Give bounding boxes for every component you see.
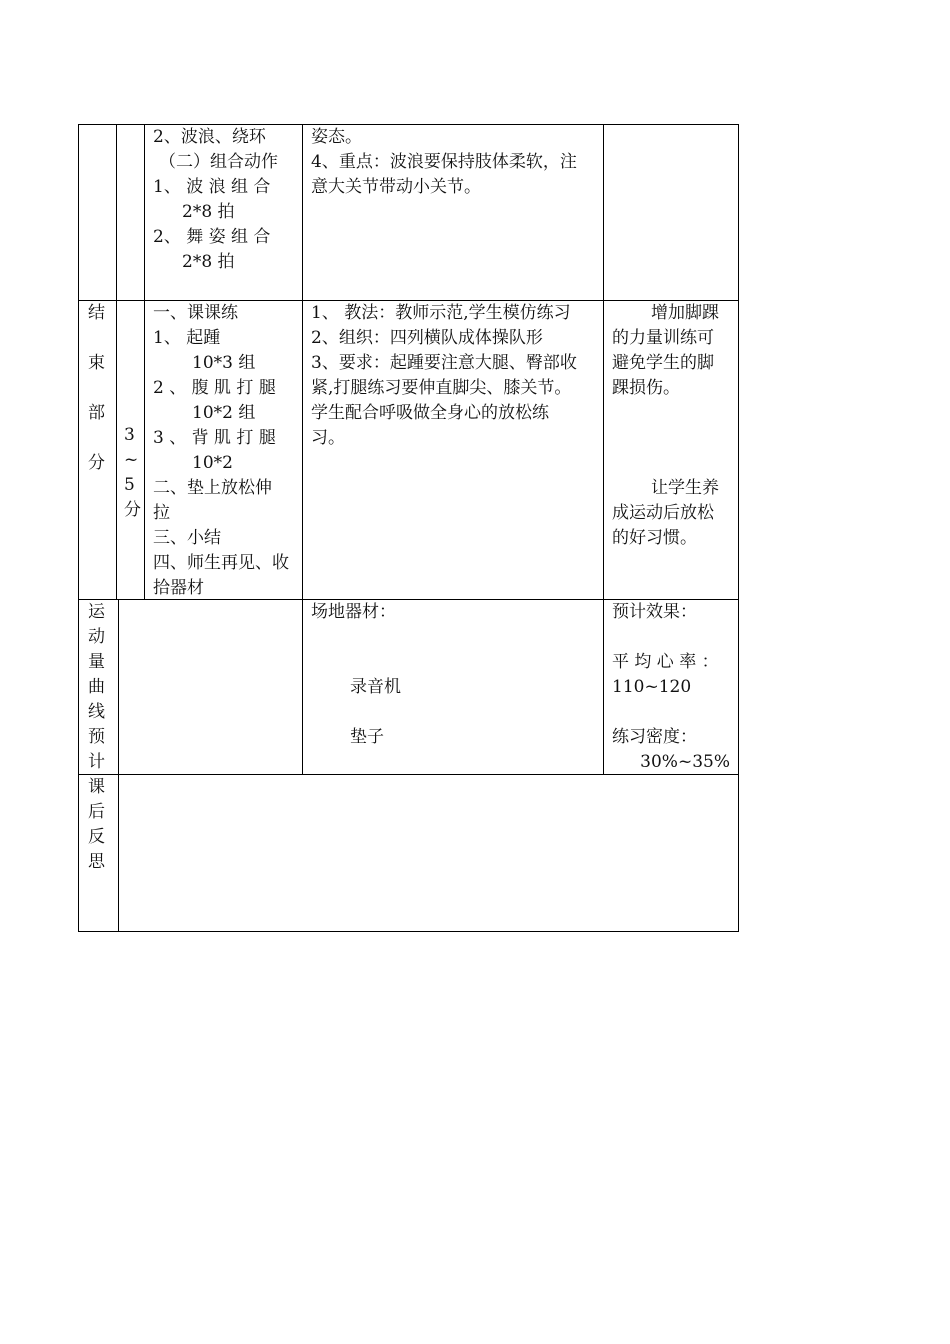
section-char: 分 [88,453,105,473]
equipment-item: 录音机 [350,677,401,697]
content-line: 四、师生再见、收 [153,553,289,573]
notes-line: 成运动后放松 [612,503,714,523]
row1-notes-cell [603,124,739,300]
label-char: 反 [88,827,105,847]
row4-label-cell [78,774,118,932]
label-char: 量 [88,652,105,672]
content-line: 10*2 组 [192,403,256,423]
content-line: 1、 起踵 [153,328,221,348]
label-char: 动 [88,627,105,647]
row1-section-cell [78,124,116,300]
method-line: 意大关节带动小关节。 [311,177,481,197]
content-line: 三、小结 [153,528,221,548]
row2-time-cell [116,300,144,599]
section-char: 结 [88,303,105,323]
row2-notes-cell [603,300,739,599]
row3-curve-cell [118,599,302,774]
row4-reflection-cell [118,774,739,932]
density-value: 30%~35% [640,752,730,772]
notes-line: 的好习惯。 [612,528,697,548]
label-char: 后 [88,802,105,822]
section-char: 部 [88,403,105,423]
notes-line: 增加脚踝 [651,303,719,323]
method-line: 3、要求：起踵要注意大腿、臀部收 [311,353,577,373]
method-line: 4、重点：波浪要保持肢体柔软，注 [311,152,577,172]
method-line: 1、 教法：教师示范,学生模仿练习 [311,303,571,323]
method-line: 2、组织：四列横队成体操队形 [311,328,543,348]
section-char: 束 [88,353,105,373]
content-line: 二、垫上放松伸 [153,478,272,498]
label-char: 课 [88,777,105,797]
row3-effect-cell [603,599,739,774]
row3-label-cell [78,599,118,774]
effect-label: 预计效果： [612,602,697,622]
label-char: 计 [88,752,105,772]
label-char: 预 [88,727,105,747]
row1-method-cell [302,124,603,300]
content-line: 2*8 拍 [182,202,235,222]
content-line: 2、 舞 姿 组 合 [153,227,271,247]
content-line: 拾器材 [153,578,204,598]
heart-rate-value: 110~120 [612,677,692,697]
content-line: 3 、 背 肌 打 腿 [153,428,276,448]
label-char: 曲 [88,677,105,697]
label-char: 线 [88,702,105,722]
method-line: 紧,打腿练习要伸直脚尖、膝关节。 [311,378,572,398]
method-line: 姿态。 [311,127,362,147]
row2-content-cell [144,300,302,599]
content-line: 拉 [153,503,170,523]
equipment-item: 垫子 [350,727,384,747]
row1-content-cell [144,124,302,300]
content-line: （二）组合动作 [159,152,278,172]
time-char: 分 [124,500,141,520]
content-line: 一、课课练 [153,303,238,323]
notes-line: 的力量训练可 [612,328,714,348]
content-line: 2、波浪、绕环 [153,127,266,147]
density-label: 练习密度： [612,727,697,747]
content-line: 10*2 [192,453,233,473]
method-line: 习。 [311,428,345,448]
notes-line: 踝损伤。 [612,378,680,398]
time-char: 5 [124,475,135,495]
notes-line: 避免学生的脚 [612,353,714,373]
label-char: 思 [88,852,105,872]
method-line: 学生配合呼吸做全身心的放松练 [311,403,549,423]
content-line: 10*3 组 [192,353,256,373]
equipment-label: 场地器材： [311,602,396,622]
row3-equipment-cell [302,599,603,774]
row2-section-cell [78,300,116,599]
time-char: ~ [124,450,139,470]
content-line: 1、 波 浪 组 合 [153,177,271,197]
label-char: 运 [88,602,105,622]
content-line: 2*8 拍 [182,252,235,272]
time-char: 3 [124,425,135,445]
row1-time-cell [116,124,144,300]
row2-method-cell [302,300,603,599]
content-line: 2 、 腹 肌 打 腿 [153,378,276,398]
heart-rate-label: 平 均 心 率 ： [612,652,719,672]
notes-line: 让学生养 [651,478,719,498]
